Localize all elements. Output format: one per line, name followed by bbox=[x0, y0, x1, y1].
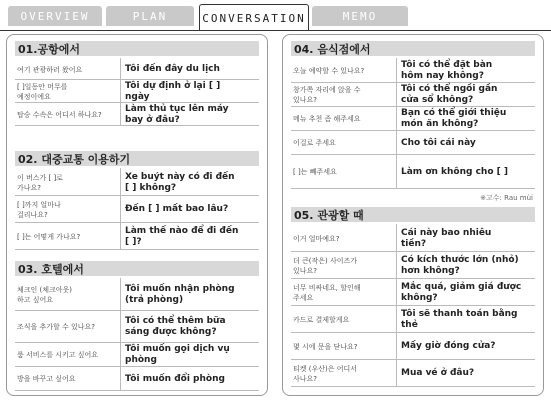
korean-phrase: 룸 서비스를 시키고 싶어요 bbox=[15, 342, 121, 366]
phrase-row bbox=[291, 106, 535, 131]
vietnamese-phrase: Bạn có thể giới thiệu món ăn không? bbox=[401, 108, 507, 129]
vietnamese-phrase: Tôi muốn nhận phòng (trả phòng) bbox=[125, 284, 235, 305]
phrase-row bbox=[291, 251, 535, 279]
korean-phrase: 이걸로 주세요 bbox=[291, 130, 397, 154]
vietnamese-phrase: Tôi có thể đặt bàn hôm nay không? bbox=[401, 60, 493, 81]
korean-phrase: 체크인 (체크아웃) 하고 싶어요 bbox=[15, 278, 121, 310]
tab-divider bbox=[0, 30, 551, 31]
korean-phrase: 방을 바꾸고 싶어요 bbox=[15, 366, 121, 390]
korean-phrase: 탑승 수속은 어디서 하나요? bbox=[15, 102, 121, 125]
vietnamese-phrase: Tôi có thể ngồi gần cửa sổ không? bbox=[401, 84, 498, 105]
phrase-row bbox=[15, 310, 259, 343]
vietnamese-phrase: Có kích thước lớn (nhỏ) hơn không? bbox=[401, 254, 519, 276]
korean-phrase: 이 버스가 [ ]로 가나요? bbox=[15, 168, 121, 195]
phrase-row bbox=[291, 359, 535, 387]
vietnamese-phrase: Làm thủ tục lên máy bay ở đâu? bbox=[125, 103, 229, 125]
phrase-row bbox=[15, 278, 259, 311]
section-title: 03. 호텔에서 bbox=[15, 261, 259, 276]
phrase-row bbox=[15, 222, 259, 250]
vietnamese-phrase: Đến [ ] mất bao lâu? bbox=[125, 204, 229, 214]
korean-phrase: 메뉴 추천 좀 해주세요 bbox=[291, 106, 397, 130]
korean-phrase: [ ]일동안 머무를 예정이에요 bbox=[15, 79, 121, 102]
vietnamese-phrase: Tôi đến đây du lịch bbox=[125, 64, 220, 74]
section-title: 01.공항에서 bbox=[15, 41, 259, 56]
tab-bar bbox=[0, 0, 551, 32]
vietnamese-phrase: Xe buýt này có đi đến [ ] không? bbox=[125, 171, 235, 193]
vietnamese-phrase: Làm ơn không cho [ ] bbox=[401, 166, 509, 177]
section-title: 02. 대중교통 이용하기 bbox=[15, 151, 259, 166]
vietnamese-phrase: Tôi muốn đổi phòng bbox=[125, 373, 225, 384]
korean-phrase: [ ]까지 얼마나 걸리나요? bbox=[15, 195, 121, 222]
vietnamese-phrase: Cái này bao nhiêu tiền? bbox=[401, 227, 492, 249]
korean-phrase: 카드로 결제할게요 bbox=[291, 305, 397, 332]
section-title: 04. 음식점에서 bbox=[291, 41, 535, 56]
korean-phrase: [ ]는 빼주세요 bbox=[291, 154, 397, 188]
vietnamese-phrase: Mua vé ở đâu? bbox=[401, 368, 475, 378]
phrase-row bbox=[15, 168, 259, 196]
section-title: 05. 관광할 때 bbox=[291, 207, 535, 222]
korean-phrase: [ ]는 어떻게 가나요? bbox=[15, 222, 121, 249]
korean-phrase: 오늘 예약할 수 있나요? bbox=[291, 58, 397, 82]
left-panel bbox=[6, 34, 268, 396]
phrase-row bbox=[291, 224, 535, 252]
korean-phrase: 창가쪽 자리에 앉을 수 있나요? bbox=[291, 82, 397, 106]
phrase-row bbox=[15, 195, 259, 223]
vietnamese-phrase: Mắc quá, giảm giá được không? bbox=[401, 281, 522, 303]
phrase-row bbox=[15, 79, 259, 103]
tab-plan[interactable]: PLAN bbox=[106, 6, 194, 26]
tab-conversation[interactable]: CONVERSATION bbox=[199, 4, 309, 31]
phrase-row bbox=[291, 278, 535, 306]
tab-overview[interactable]: OVERVIEW bbox=[8, 6, 102, 26]
phrase-row bbox=[15, 342, 259, 367]
tab-memo[interactable]: MEMO bbox=[312, 6, 408, 26]
vietnamese-phrase: Làm thế nào để đi đến [ ]? bbox=[125, 225, 239, 247]
phrase-row bbox=[291, 154, 535, 189]
korean-phrase: 조식을 추가할 수 있나요? bbox=[15, 310, 121, 342]
vietnamese-phrase: Cho tôi cái này bbox=[401, 137, 476, 148]
korean-phrase: 여기 관광하러 왔어요 bbox=[15, 58, 121, 79]
phrase-row bbox=[291, 305, 535, 333]
korean-phrase: 몇 시에 문을 닫나요? bbox=[291, 332, 397, 359]
vietnamese-phrase: Mấy giờ đóng cửa? bbox=[401, 341, 496, 351]
korean-phrase: 너무 비싸네요, 할인해 주세요 bbox=[291, 278, 397, 305]
phrase-row bbox=[15, 102, 259, 126]
footnote: ※고수: Rau mùi bbox=[480, 194, 533, 202]
phrase-row bbox=[291, 332, 535, 360]
korean-phrase: 이거 얼마예요? bbox=[291, 224, 397, 251]
phrase-row bbox=[291, 58, 535, 83]
phrase-row bbox=[15, 58, 259, 80]
phrase-row bbox=[15, 366, 259, 391]
korean-phrase: 티켓 (우산)은 어디서 사나요? bbox=[291, 359, 397, 386]
phrase-row bbox=[291, 130, 535, 155]
vietnamese-phrase: Tôi muốn gọi dịch vụ phòng bbox=[125, 344, 230, 365]
vietnamese-phrase: Tôi có thể thêm bữa sáng được không? bbox=[125, 316, 226, 337]
vietnamese-phrase: Tôi sẽ thanh toán bằng thẻ bbox=[401, 308, 518, 330]
korean-phrase: 더 큰(작은) 사이즈가 있나요? bbox=[291, 251, 397, 278]
vietnamese-phrase: Tôi dự định ở lại [ ] ngày bbox=[125, 80, 221, 102]
right-panel bbox=[282, 34, 544, 396]
phrase-row bbox=[291, 82, 535, 107]
